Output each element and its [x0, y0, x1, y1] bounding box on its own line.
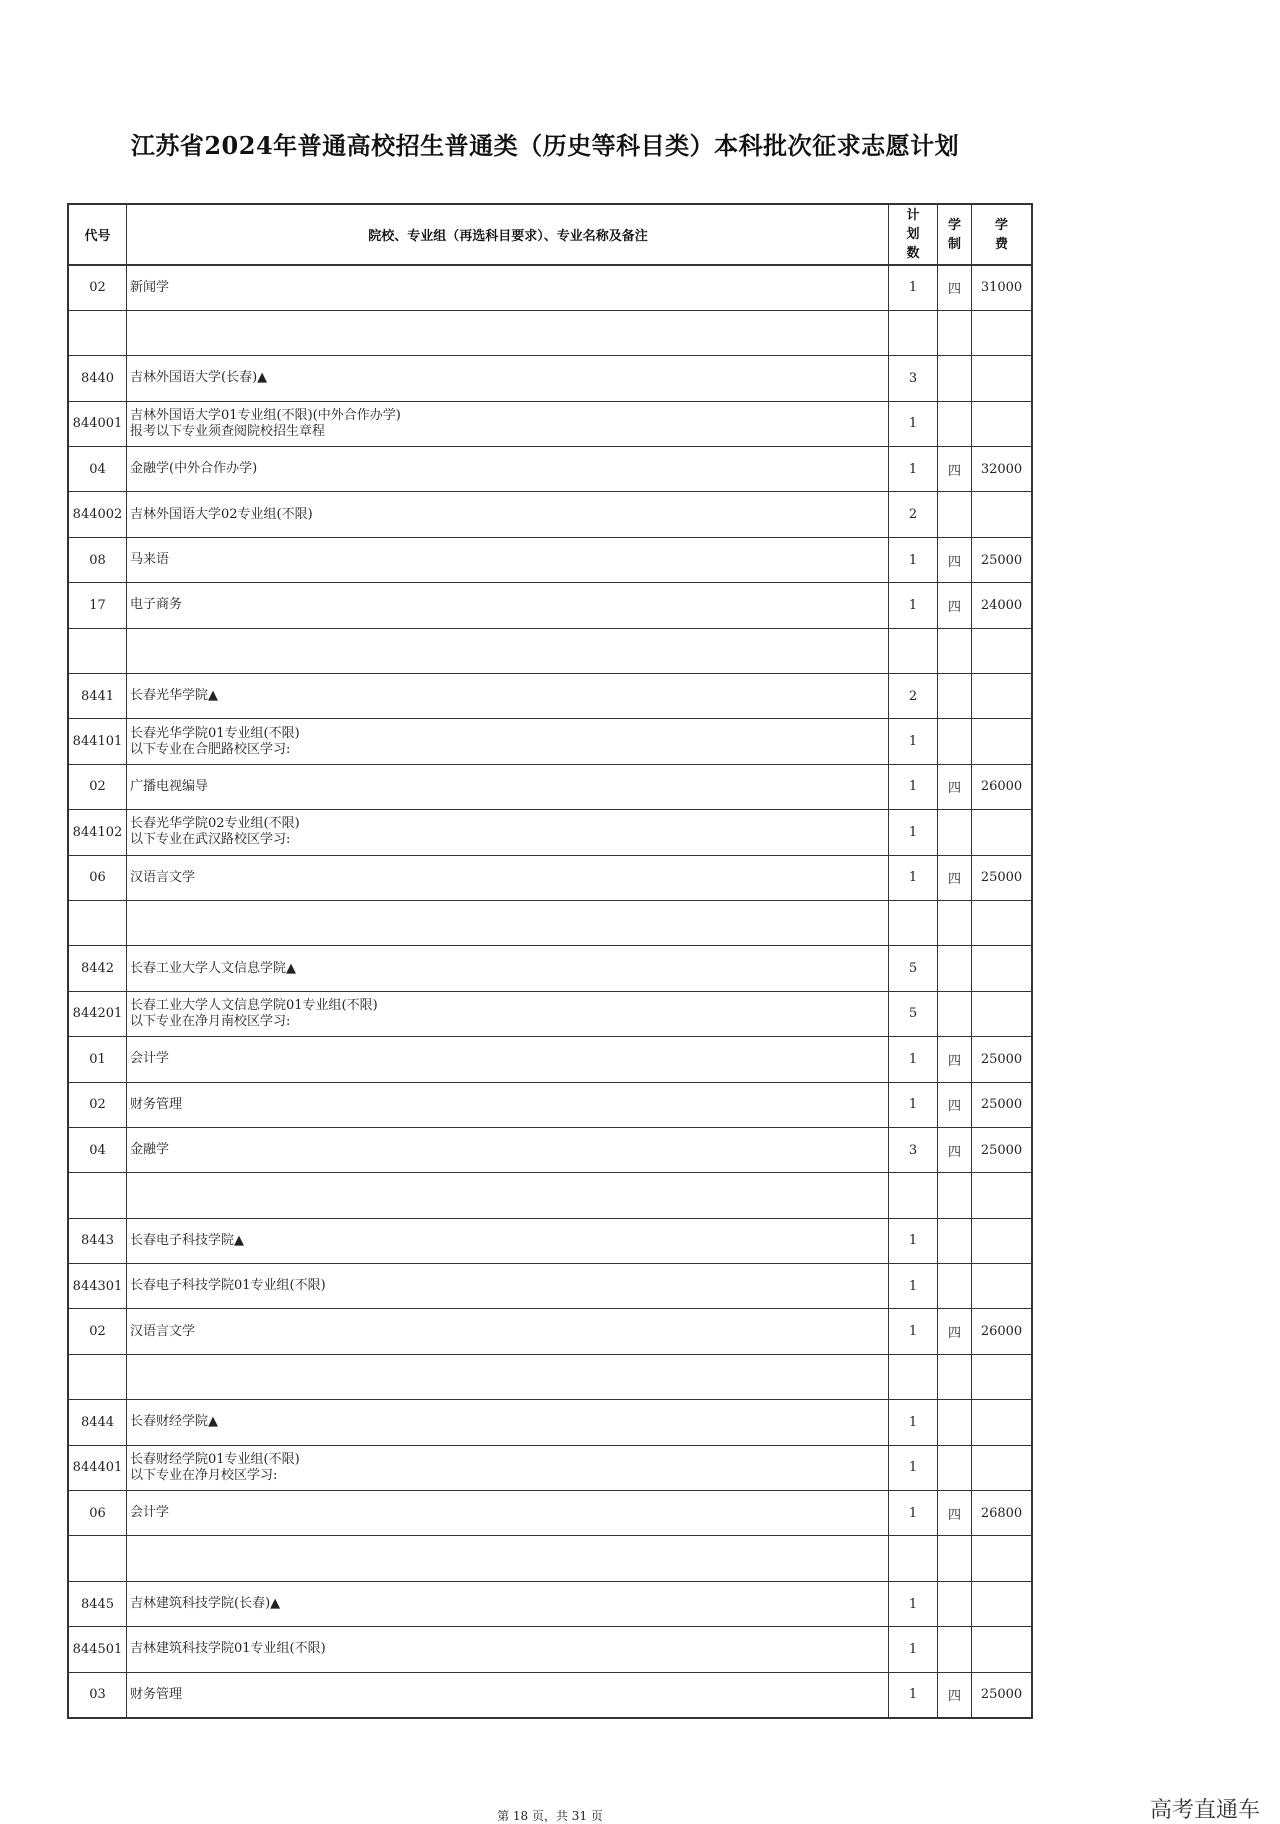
- cell-name: [127, 1218, 889, 1263]
- cell-name: [127, 855, 889, 900]
- cell-name: [127, 900, 889, 945]
- cell-name: [127, 447, 889, 492]
- cell-name: [127, 356, 889, 401]
- cell-name: [127, 1581, 889, 1626]
- cell-plan: 5: [889, 991, 938, 1036]
- cell-plan: 3: [889, 356, 938, 401]
- cell-code: 844401: [68, 1445, 127, 1490]
- cell-plan: [889, 310, 938, 355]
- cell-name-text: 长春财经学院01专业组(不限): [130, 1451, 300, 1467]
- cell-name-text: 长春光华学院▲: [130, 688, 218, 704]
- cell-duration: 四: [938, 265, 972, 310]
- cell-plan: 1: [889, 764, 938, 809]
- cell-duration: [938, 1581, 972, 1626]
- cell-name: [127, 265, 889, 310]
- cell-name: [127, 764, 889, 809]
- cell-plan: [889, 900, 938, 945]
- header-fee-text: 学 费: [994, 217, 1008, 252]
- cell-plan: 1: [889, 719, 938, 764]
- cell-fee: [972, 492, 1033, 537]
- cell-name: [127, 1400, 889, 1445]
- cell-name: [127, 1627, 889, 1672]
- cell-name: [127, 1536, 889, 1581]
- cell-plan: 1: [889, 1627, 938, 1672]
- cell-name: [127, 583, 889, 628]
- cell-code: 844501: [68, 1627, 127, 1672]
- cell-name: [127, 810, 889, 855]
- cell-fee: 25000: [972, 1037, 1033, 1082]
- cell-code: 8443: [68, 1218, 127, 1263]
- cell-plan: 1: [889, 1037, 938, 1082]
- cell-fee: [972, 1400, 1033, 1445]
- cell-plan: 1: [889, 1309, 938, 1354]
- table-row: [68, 810, 1032, 855]
- cell-name: [127, 1173, 889, 1218]
- table-row: [68, 1218, 1032, 1263]
- cell-fee: [972, 628, 1033, 673]
- cell-code: 02: [68, 1309, 127, 1354]
- cell-code: 844201: [68, 991, 127, 1036]
- table-row: [68, 1037, 1032, 1082]
- cell-name-text: 长春光华学院02专业组(不限): [130, 816, 300, 832]
- cell-name-text: 长春光华学院01专业组(不限): [130, 725, 300, 741]
- header-fee: [972, 204, 1033, 265]
- cell-name-text: 汉语言文学: [130, 1323, 196, 1339]
- cell-duration: 四: [938, 855, 972, 900]
- cell-name-text: 财务管理: [130, 1686, 183, 1702]
- cell-plan: 1: [889, 447, 938, 492]
- cell-plan: 2: [889, 492, 938, 537]
- cell-duration: [938, 674, 972, 719]
- cell-duration: [938, 1354, 972, 1399]
- cell-fee: [972, 356, 1033, 401]
- cell-duration: 四: [938, 1491, 972, 1536]
- cell-duration: 四: [938, 1082, 972, 1127]
- table-row: [68, 1672, 1032, 1717]
- cell-name: [127, 1127, 889, 1172]
- cell-code: [68, 1173, 127, 1218]
- cell-plan: [889, 1536, 938, 1581]
- table-row: [68, 310, 1032, 355]
- cell-duration: [938, 1400, 972, 1445]
- cell-duration: 四: [938, 583, 972, 628]
- cell-note-text: 以下专业在武汉路校区学习:: [130, 832, 291, 848]
- cell-fee: [972, 310, 1033, 355]
- cell-note-text: 以下专业在净月校区学习:: [130, 1467, 278, 1483]
- cell-plan: 1: [889, 1218, 938, 1263]
- cell-plan: 1: [889, 1082, 938, 1127]
- cell-name: [127, 492, 889, 537]
- cell-duration: [938, 1218, 972, 1263]
- cell-fee: 24000: [972, 583, 1033, 628]
- cell-name: [127, 628, 889, 673]
- cell-plan: [889, 628, 938, 673]
- cell-name-text: 电子商务: [130, 597, 183, 613]
- cell-fee: [972, 1173, 1033, 1218]
- cell-duration: [938, 991, 972, 1036]
- cell-code: 06: [68, 1491, 127, 1536]
- cell-plan: [889, 1354, 938, 1399]
- cell-name-text: 长春财经学院▲: [130, 1414, 218, 1430]
- cell-code: 8445: [68, 1581, 127, 1626]
- cell-fee: [972, 1354, 1033, 1399]
- table-row: [68, 900, 1032, 945]
- cell-plan: 2: [889, 674, 938, 719]
- cell-name: [127, 1082, 889, 1127]
- cell-name-text: 金融学(中外合作办学): [130, 461, 258, 477]
- cell-duration: [938, 492, 972, 537]
- cell-code: 17: [68, 583, 127, 628]
- table-row: [68, 855, 1032, 900]
- header-duration-text: 学 制: [947, 217, 961, 252]
- cell-name-text: 吉林建筑科技学院01专业组(不限): [130, 1641, 326, 1657]
- cell-code: 844101: [68, 719, 127, 764]
- cell-fee: [972, 1218, 1033, 1263]
- cell-code: [68, 310, 127, 355]
- cell-duration: [938, 628, 972, 673]
- header-plan-text: 计 划 数: [906, 208, 920, 261]
- page-footer: 第 18 页，共 31 页: [497, 1809, 603, 1823]
- cell-fee: [972, 401, 1033, 446]
- cell-code: 844301: [68, 1264, 127, 1309]
- cell-duration: [938, 1173, 972, 1218]
- cell-code: 844002: [68, 492, 127, 537]
- cell-name-text: 会计学: [130, 1505, 170, 1521]
- table-row: [68, 537, 1032, 582]
- cell-name-text: 吉林建筑科技学院(长春)▲: [130, 1596, 281, 1612]
- header-code: 代号: [68, 204, 127, 265]
- cell-name: [127, 991, 889, 1036]
- table-row: [68, 265, 1032, 310]
- cell-name-text: 金融学: [130, 1142, 170, 1158]
- cell-duration: [938, 1627, 972, 1672]
- header-name: 院校、专业组（再选科目要求）、专业名称及备注: [127, 204, 889, 265]
- cell-code: 844102: [68, 810, 127, 855]
- cell-duration: [938, 401, 972, 446]
- cell-code: 8442: [68, 946, 127, 991]
- table-header-row: [68, 204, 1032, 265]
- cell-name-text: 财务管理: [130, 1096, 183, 1112]
- cell-note-text: 报考以下专业须查阅院校招生章程: [130, 423, 326, 439]
- table-row: [68, 674, 1032, 719]
- table-row: [68, 401, 1032, 446]
- cell-code: 02: [68, 764, 127, 809]
- cell-name-text: 广播电视编导: [130, 778, 209, 794]
- cell-name: [127, 1354, 889, 1399]
- cell-code: 08: [68, 537, 127, 582]
- cell-code: 8440: [68, 356, 127, 401]
- cell-plan: 1: [889, 1672, 938, 1717]
- cell-plan: 1: [889, 810, 938, 855]
- cell-plan: 1: [889, 583, 938, 628]
- table-row: [68, 1354, 1032, 1399]
- cell-fee: [972, 991, 1033, 1036]
- cell-fee: [972, 810, 1033, 855]
- cell-name: [127, 1445, 889, 1490]
- cell-fee: 26000: [972, 1309, 1033, 1354]
- cell-fee: 25000: [972, 1127, 1033, 1172]
- cell-plan: 1: [889, 1400, 938, 1445]
- table-body: [68, 265, 1032, 1718]
- cell-code: 04: [68, 447, 127, 492]
- table-row: [68, 1627, 1032, 1672]
- cell-duration: [938, 356, 972, 401]
- cell-fee: 31000: [972, 265, 1033, 310]
- cell-name-text: 长春工业大学人文信息学院▲: [130, 960, 296, 976]
- cell-fee: 26800: [972, 1491, 1033, 1536]
- cell-code: 844001: [68, 401, 127, 446]
- cell-fee: [972, 1581, 1033, 1626]
- cell-name: [127, 719, 889, 764]
- table-row: [68, 991, 1032, 1036]
- cell-code: [68, 1536, 127, 1581]
- table-row: [68, 447, 1032, 492]
- cell-fee: 25000: [972, 1082, 1033, 1127]
- cell-name: [127, 1672, 889, 1717]
- table-row: [68, 764, 1032, 809]
- cell-fee: [972, 719, 1033, 764]
- cell-name-text: 吉林外国语大学(长春)▲: [130, 370, 268, 386]
- cell-plan: [889, 1173, 938, 1218]
- cell-name-text: 会计学: [130, 1051, 170, 1067]
- cell-duration: [938, 1536, 972, 1581]
- cell-duration: [938, 900, 972, 945]
- cell-duration: [938, 810, 972, 855]
- cell-plan: 1: [889, 265, 938, 310]
- cell-name: [127, 1309, 889, 1354]
- table-row: [68, 719, 1032, 764]
- cell-fee: [972, 946, 1033, 991]
- table-row: [68, 1445, 1032, 1490]
- table-row: [68, 1264, 1032, 1309]
- cell-duration: 四: [938, 537, 972, 582]
- cell-duration: [938, 310, 972, 355]
- cell-name: [127, 1491, 889, 1536]
- table-row: [68, 1491, 1032, 1536]
- cell-plan: 1: [889, 1264, 938, 1309]
- header-duration: [938, 204, 972, 265]
- watermark-text: 高考直通车: [1149, 1798, 1260, 1823]
- cell-name-text: 汉语言文学: [130, 869, 196, 885]
- cell-fee: [972, 674, 1033, 719]
- cell-code: [68, 900, 127, 945]
- cell-code: 06: [68, 855, 127, 900]
- cell-fee: 25000: [972, 855, 1033, 900]
- cell-fee: 25000: [972, 1672, 1033, 1717]
- cell-duration: 四: [938, 447, 972, 492]
- cell-fee: [972, 1264, 1033, 1309]
- cell-name: [127, 946, 889, 991]
- cell-fee: [972, 1536, 1033, 1581]
- cell-note-text: 以下专业在合肥路校区学习:: [130, 741, 291, 757]
- cell-code: [68, 628, 127, 673]
- cell-duration: 四: [938, 1037, 972, 1082]
- cell-name: [127, 674, 889, 719]
- cell-name-text: 马来语: [130, 552, 170, 568]
- cell-name: [127, 1264, 889, 1309]
- cell-note-text: 以下专业在净月南校区学习:: [130, 1013, 291, 1029]
- cell-name: [127, 401, 889, 446]
- cell-duration: [938, 719, 972, 764]
- cell-name: [127, 537, 889, 582]
- cell-name: [127, 310, 889, 355]
- cell-plan: 1: [889, 537, 938, 582]
- table-row: [68, 1173, 1032, 1218]
- cell-fee: [972, 1627, 1033, 1672]
- table-row: [68, 492, 1032, 537]
- cell-duration: [938, 946, 972, 991]
- table-row: [68, 583, 1032, 628]
- cell-name-text: 吉林外国语大学01专业组(不限)(中外合作办学): [130, 407, 401, 423]
- cell-plan: 1: [889, 1445, 938, 1490]
- cell-plan: 5: [889, 946, 938, 991]
- cell-code: 01: [68, 1037, 127, 1082]
- cell-plan: 3: [889, 1127, 938, 1172]
- cell-plan: 1: [889, 1491, 938, 1536]
- cell-fee: 32000: [972, 447, 1033, 492]
- cell-plan: 1: [889, 855, 938, 900]
- cell-fee: 26000: [972, 764, 1033, 809]
- header-plan: [889, 204, 938, 265]
- table-row: [68, 1581, 1032, 1626]
- cell-duration: 四: [938, 1309, 972, 1354]
- table-row: [68, 1309, 1032, 1354]
- cell-code: 8444: [68, 1400, 127, 1445]
- cell-name-text: 吉林外国语大学02专业组(不限): [130, 506, 313, 522]
- cell-duration: 四: [938, 1672, 972, 1717]
- page-title: 江苏省2024年普通高校招生普通类（历史等科目类）本科批次征求志愿计划: [130, 131, 960, 160]
- cell-duration: [938, 1445, 972, 1490]
- cell-plan: 1: [889, 1581, 938, 1626]
- cell-code: 02: [68, 265, 127, 310]
- table-row: [68, 628, 1032, 673]
- cell-name-text: 新闻学: [130, 279, 170, 295]
- cell-fee: 25000: [972, 537, 1033, 582]
- cell-duration: 四: [938, 764, 972, 809]
- enrollment-plan-table: [67, 203, 1033, 1719]
- table-row: [68, 356, 1032, 401]
- cell-plan: 1: [889, 401, 938, 446]
- table-row: [68, 1082, 1032, 1127]
- table-row: [68, 1400, 1032, 1445]
- cell-fee: [972, 1445, 1033, 1490]
- cell-code: 03: [68, 1672, 127, 1717]
- cell-name-text: 长春电子科技学院▲: [130, 1232, 244, 1248]
- cell-duration: [938, 1264, 972, 1309]
- cell-fee: [972, 900, 1033, 945]
- cell-code: 04: [68, 1127, 127, 1172]
- cell-code: 02: [68, 1082, 127, 1127]
- table-row: [68, 946, 1032, 991]
- cell-name: [127, 1037, 889, 1082]
- table-row: [68, 1127, 1032, 1172]
- cell-duration: 四: [938, 1127, 972, 1172]
- cell-name-text: 长春工业大学人文信息学院01专业组(不限): [130, 997, 378, 1013]
- cell-code: [68, 1354, 127, 1399]
- cell-name-text: 长春电子科技学院01专业组(不限): [130, 1278, 326, 1294]
- cell-code: 8441: [68, 674, 127, 719]
- table-row: [68, 1536, 1032, 1581]
